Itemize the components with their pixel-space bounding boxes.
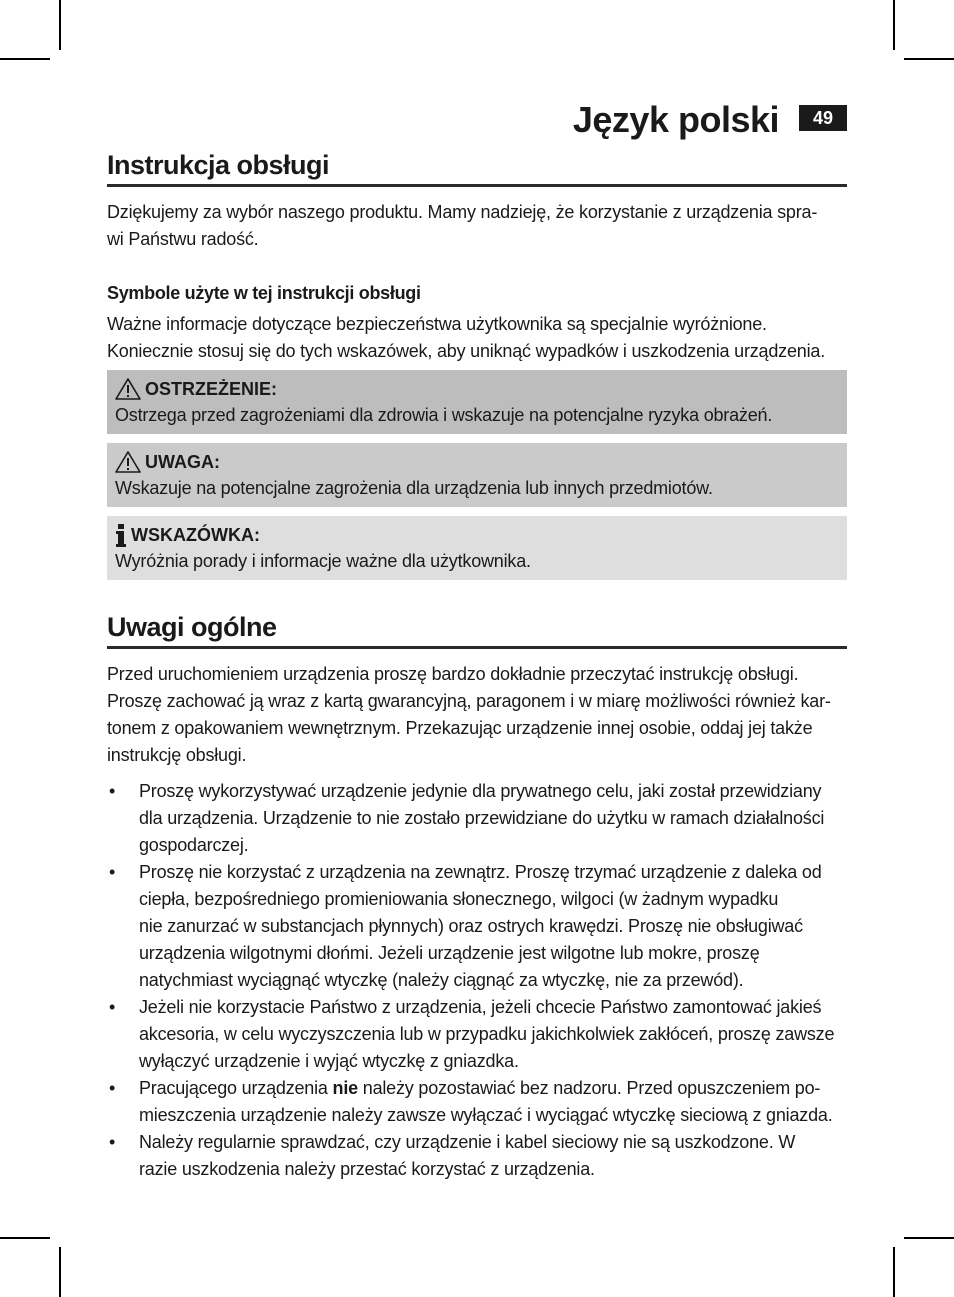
general-bullet-list	[107, 778, 847, 1183]
general-intro-line: Proszę zachować ją wraz z kartą gwarancyjną, paragonem i w miarę możliwości również kar-	[107, 691, 831, 711]
bullet-icon: •	[109, 1078, 116, 1098]
bullet-icon: •	[109, 997, 116, 1017]
list-item-line: wyłączyć urządzenie i wyjąć wtyczkę z gniazdka.	[139, 1051, 519, 1071]
bullet-icon: •	[109, 862, 116, 882]
notice-label: WSKAZÓWKA:	[131, 525, 260, 545]
list-item-line	[139, 1075, 847, 1102]
list-item-line: dla urządzenia. Urządzenie to nie zostało przewidziane do użytku w ramach działalności	[139, 808, 825, 828]
notice-caution	[107, 443, 847, 507]
list-item-line: akcesoria, w celu wyczyszczenia lub w przypadku jakichkolwiek zakłóceń, proszę zawsze	[139, 1024, 835, 1044]
notice-list	[107, 370, 847, 580]
bullet-icon: •	[109, 1132, 116, 1152]
notice-warning	[107, 370, 847, 434]
notice-text: Wyróżnia porady i informacje ważne dla użytkownika.	[115, 551, 531, 571]
list-item-line: natychmiast wyciągnąć wtyczkę (należy ciągnąć za wtyczkę, nie za przewód).	[139, 970, 744, 990]
general-intro-paragraph	[107, 661, 847, 769]
language-title: Język polski	[572, 99, 779, 140]
section-title: Uwagi ogólne	[107, 612, 277, 642]
notice-tip-title	[115, 522, 839, 548]
notice-caution-title	[115, 449, 839, 475]
notice-tip	[107, 516, 847, 580]
info-i-icon	[115, 523, 127, 547]
notice-text: Ostrzega przed zagrożeniami dla zdrowia i wskazuje na potencjalne ryzyka obrażeń.	[115, 405, 773, 425]
list-item-line: urządzenia wilgotnymi dłońmi. Jeżeli urządzenie jest wilgotne lub mokre, proszę	[139, 943, 760, 963]
section-heading-uwagi	[107, 608, 847, 649]
list-item-line: ciepła, bezpośredniego promieniowania słonecznego, wilgoci (w żadnym wypadku	[139, 889, 779, 909]
list-item-line: Należy regularnie sprawdzać, czy urządzenie i kabel sieciowy nie są uszkodzone. W	[139, 1132, 796, 1152]
notice-text: Wskazuje na potencjalne zagrożenia dla urządzenia lub innych przedmiotów.	[115, 478, 713, 498]
list-item	[107, 859, 847, 994]
list-item-line: Jeżeli nie korzystacie Państwo z urządzenia, jeżeli chcecie Państwo zamontować jakieś	[139, 997, 822, 1017]
symbols-line: Ważne informacje dotyczące bezpieczeństwa użytkownika są specjalnie wyróżnione.	[107, 314, 767, 334]
section-heading-instrukcja	[107, 146, 847, 187]
bullet-icon: •	[109, 781, 116, 801]
list-item-line: nie zanurzać w substancjach płynnych) oraz ostrych krawędzi. Proszę nie obsługiwać	[139, 916, 803, 936]
crop-mark-top-right-h	[904, 58, 954, 60]
intro-line: wi Państwu radość.	[107, 229, 259, 249]
general-intro-line: instrukcję obsługi.	[107, 745, 247, 765]
crop-mark-top-left-v	[59, 0, 61, 50]
general-intro-line: tonem z opakowaniem wewnętrznym. Przekazując urządzenie innej osobie, oddaj jej także	[107, 718, 813, 738]
symbols-paragraph	[107, 311, 847, 365]
list-item-line: razie uszkodzenia należy przestać korzystać z urządzenia.	[139, 1159, 595, 1179]
list-item	[107, 994, 847, 1075]
section-title: Instrukcja obsługi	[107, 150, 330, 180]
page-content	[107, 98, 847, 1183]
crop-mark-top-right-v	[893, 0, 895, 50]
list-item-line: Proszę wykorzystywać urządzenie jedynie dla prywatnego celu, jaki został przewidziany	[139, 781, 822, 801]
page-number-badge: 49	[799, 105, 847, 131]
crop-mark-bottom-left-h	[0, 1237, 50, 1239]
notice-label: UWAGA:	[145, 452, 220, 472]
warning-triangle-icon	[115, 378, 141, 400]
text-run: należy pozostawiać bez nadzoru. Przed opuszczeniem po-	[357, 1078, 821, 1098]
list-item	[107, 1129, 847, 1183]
symbols-subheading: Symbole użyte w tej instrukcji obsługi	[107, 283, 421, 303]
crop-mark-top-left-h	[0, 58, 50, 60]
list-item	[107, 778, 847, 859]
symbols-line: Koniecznie stosuj się do tych wskazówek, aby uniknąć wypadków i uszkodzenia urządzenia.	[107, 341, 825, 361]
intro-paragraph	[107, 199, 847, 253]
page-header	[107, 98, 847, 144]
notice-label: OSTRZEŻENIE:	[145, 379, 278, 399]
warning-triangle-icon	[115, 451, 141, 473]
text-run: Pracującego urządzenia	[139, 1078, 333, 1098]
crop-mark-bottom-right-h	[904, 1237, 954, 1239]
list-item-line: gospodarczej.	[139, 835, 249, 855]
general-intro-line: Przed uruchomieniem urządzenia proszę bardzo dokładnie przeczytać instrukcję obsługi.	[107, 664, 799, 684]
list-item-line: mieszczenia urządzenie należy zawsze wyłączać i wyciągać wtyczkę sieciową z gniazda.	[139, 1105, 833, 1125]
list-item-line: Proszę nie korzystać z urządzenia na zewnątrz. Proszę trzymać urządzenie z daleka od	[139, 862, 822, 882]
list-item	[107, 1075, 847, 1129]
notice-warning-title	[115, 376, 839, 402]
crop-mark-bottom-left-v	[59, 1247, 61, 1297]
crop-mark-bottom-right-v	[893, 1247, 895, 1297]
emphasis-text: nie	[332, 1078, 358, 1098]
intro-line: Dziękujemy za wybór naszego produktu. Mamy nadzieję, że korzystanie z urządzenia spra-	[107, 202, 818, 222]
